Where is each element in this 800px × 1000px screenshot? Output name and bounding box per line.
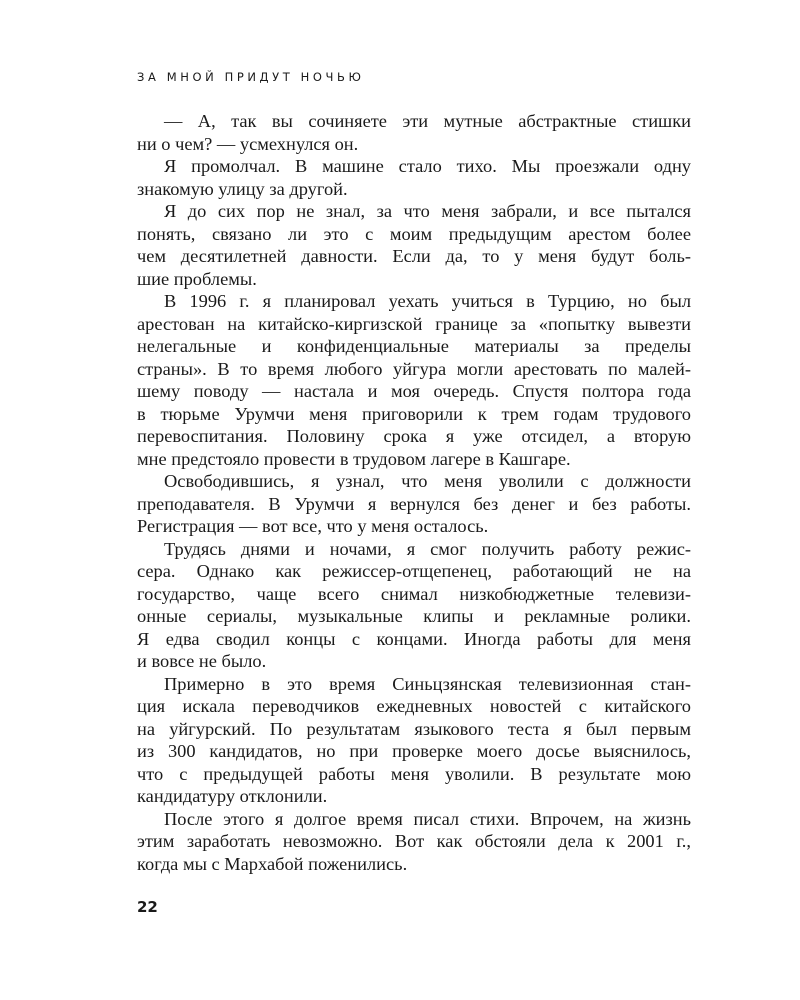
text-line: Я едва сводил концы с концами. Иногда работы для меня [137, 628, 691, 649]
text-line: чем десятилетней давности. Если да, то у меня будут боль- [137, 246, 691, 266]
text-line: понять, связано ли это с моим предыдущим арестом более [137, 223, 691, 244]
text-line: Освободившись, я узнал, что меня уволили с должности [164, 471, 691, 491]
text-line: этим заработать невозможно. Вот как обстояли дела к 2001 г., [137, 831, 691, 851]
paragraph [137, 673, 691, 808]
paragraph [137, 470, 691, 538]
paragraph [137, 538, 691, 673]
text-line: страны». В то время любого уйгура могли арестовать по малей- [137, 358, 691, 379]
paragraph [137, 155, 691, 200]
text-line: из 300 кандидатов, но при проверке моего досье выяснилось, [137, 741, 691, 761]
text-line: Трудясь днями и ночами, я смог получить работу режис- [164, 538, 691, 559]
text-line: сера. Однако как режиссер-отщепенец, работающий не на [137, 561, 691, 581]
text-line: нелегальные и конфиденциальные материалы за пределы [137, 336, 691, 356]
text-line: Я до сих пор не знал, за что меня забрали, и все пытался [164, 201, 691, 221]
text-line: на уйгурский. По результатам языкового теста я был первым [137, 718, 691, 739]
text-line: в тюрьме Урумчи меня приговорили к трем годам трудового [137, 403, 691, 424]
text-line: и вовсе не было. [137, 651, 267, 671]
text-line: преподавателя. В Урумчи я вернулся без денег и без работы. [137, 493, 691, 514]
text-line: шему поводу — настала и моя очередь. Спустя полтора года [137, 381, 691, 401]
paragraph [137, 110, 691, 155]
body-text [137, 110, 691, 875]
text-line: Регистрация — вот все, что у меня осталось. [137, 516, 489, 536]
text-line: онные сериалы, музыкальные клипы и рекламные ролики. [137, 606, 691, 626]
paragraph [137, 290, 691, 470]
text-line: — А, так вы сочиняете эти мутные абстрактные стишки [164, 111, 691, 131]
text-line: кандидатуру отклонили. [137, 786, 328, 806]
text-line: государство, чаще всего снимал низкобюджетные телевизи- [137, 583, 691, 604]
text-line: шие проблемы. [137, 268, 257, 289]
text-line: ни о чем? — усмехнулся он. [137, 133, 359, 154]
text-line: Я промолчал. В машине стало тихо. Мы проезжали одну [164, 156, 691, 176]
paragraph [137, 808, 691, 876]
text-line: мне предстояло провести в трудовом лагере в Кашгаре. [137, 448, 571, 469]
text-line: Примерно в это время Синьцзянская телевизионная стан- [164, 673, 691, 694]
text-line: После этого я долгое время писал стихи. Впрочем, на жизнь [164, 808, 691, 829]
text-line: В 1996 г. я планировал уехать учиться в Турцию, но был [164, 291, 691, 311]
text-line: арестован на китайско-киргизской границе за «попытку вывезти [137, 313, 691, 334]
running-header: ЗА МНОЙ ПРИДУТ НОЧЬЮ [137, 70, 365, 84]
text-line: ция искала переводчиков ежедневных новостей с китайского [137, 696, 691, 716]
paragraph [137, 200, 691, 290]
text-line: когда мы с Мархабой поженились. [137, 853, 408, 874]
text-line: перевоспитания. Половину срока я уже отсидел, а вторую [137, 426, 691, 446]
page-number: 22 [137, 898, 158, 916]
text-line: что с предыдущей работы меня уволили. В результате мою [137, 763, 691, 784]
text-line: знакомую улицу за другой. [137, 178, 348, 199]
